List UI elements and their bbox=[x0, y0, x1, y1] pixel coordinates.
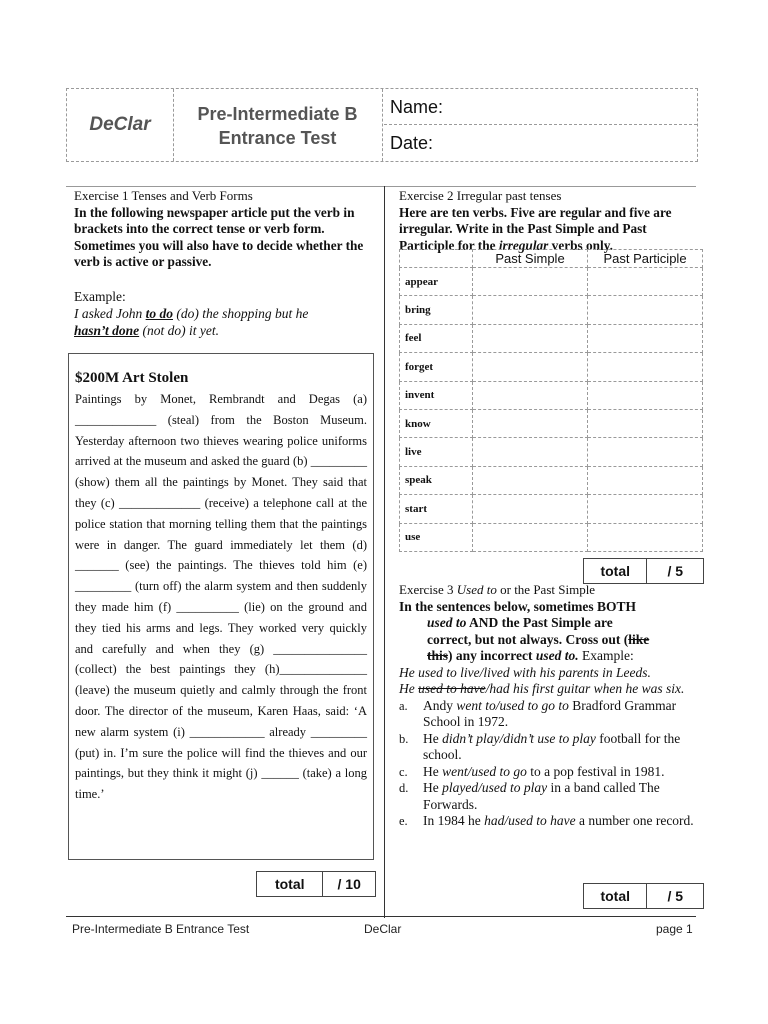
irregular-verbs-table bbox=[399, 249, 703, 552]
past-participle-cell[interactable] bbox=[588, 353, 703, 381]
item-text: Bradford Grammar School in 1972. bbox=[423, 697, 677, 729]
past-participle-cell[interactable] bbox=[588, 324, 703, 352]
verb-cell: live bbox=[400, 438, 473, 466]
past-participle-cell[interactable] bbox=[588, 381, 703, 409]
exercise2-header bbox=[399, 188, 699, 254]
exercise1-total-box bbox=[256, 871, 376, 897]
item-text: a number one record. bbox=[575, 813, 694, 828]
past-participle-cell[interactable] bbox=[588, 495, 703, 523]
instr-em: used to bbox=[427, 615, 467, 630]
exercise3-total-box bbox=[583, 883, 704, 909]
item-options[interactable]: didn’t play/didn’t use to play bbox=[442, 730, 596, 746]
item-options[interactable]: went/used to go bbox=[442, 763, 527, 779]
example-text-2: (do) the shopping but he bbox=[173, 306, 309, 321]
exercise2-heading: Exercise 2 Irregular past tenses bbox=[399, 188, 562, 203]
total-score: / 5 bbox=[667, 888, 684, 904]
heading-text-1: Exercise 3 bbox=[399, 582, 457, 597]
past-simple-cell[interactable] bbox=[473, 381, 588, 409]
item-letter: d. bbox=[399, 781, 409, 795]
list-item bbox=[399, 698, 699, 731]
past-participle-cell[interactable] bbox=[588, 409, 703, 437]
header-past-participle: Past Participle bbox=[588, 250, 703, 268]
exercise3-instructions bbox=[399, 599, 699, 665]
exercise3-example-2 bbox=[399, 681, 699, 698]
table-header-row bbox=[400, 250, 703, 268]
past-simple-cell[interactable] bbox=[473, 409, 588, 437]
example-answer-1: to do bbox=[145, 306, 173, 321]
article-text[interactable]: Paintings by Monet, Rembrandt and Degas (a) _____________ (steal) from the Boston Museum. Yesterday afternoon two thieves wearing police uniforms arrived at the museum and asked the guard (b) _________ (show) them all the paintings by Monet. They said that they (c) _____________ (receive) a telephone call at the police station that morning telling them that the paintings were in danger. The guard immediately let them (d) _______ (see) the paintings. The thieves told him (e) _________ (turn off) the alarm system and then suddenly they made him (f) __________ (lie) on the ground and they tied his arms and legs. They worked very quickly and carefully and when they (g) _______________ (collect) the best paintings they (h)______________ (leave) the museum quietly and calmly through the front door. The director of the museum, Karen Haas, said: ‘A new alarm system (i) ____________ already _________ (put) in. I’m sure the police will find the thieves and our paintings, but they think it might (j) ______ (take) a long time.’ bbox=[75, 392, 367, 802]
item-letter: b. bbox=[399, 731, 409, 746]
footer-brand: DeClar bbox=[364, 922, 402, 936]
list-item bbox=[399, 764, 699, 781]
exercise2-instructions bbox=[399, 205, 699, 255]
total-label: total bbox=[257, 872, 323, 896]
exercise3-heading bbox=[399, 582, 699, 599]
table-row bbox=[400, 353, 703, 381]
item-text: He bbox=[423, 780, 443, 795]
verb-cell: bring bbox=[400, 296, 473, 324]
verb-cell: feel bbox=[400, 324, 473, 352]
instr-text-2: verbs only. bbox=[548, 237, 613, 253]
example-answer-2: hasn’t done bbox=[74, 323, 140, 338]
verb-cell: speak bbox=[400, 466, 473, 494]
header-box bbox=[66, 88, 698, 162]
exercise1-heading: Exercise 1 Tenses and Verb Forms bbox=[74, 188, 253, 203]
item-options[interactable]: went to/used to go to bbox=[456, 697, 569, 713]
past-simple-cell[interactable] bbox=[473, 523, 588, 551]
item-text: He bbox=[423, 730, 443, 746]
past-participle-cell[interactable] bbox=[588, 466, 703, 494]
exercise1-example bbox=[74, 288, 374, 339]
footer-page-number: page 1 bbox=[656, 922, 693, 936]
total-score: / 10 bbox=[337, 876, 361, 892]
instr-em: irregular bbox=[498, 237, 549, 253]
item-letter: e. bbox=[399, 814, 408, 828]
total-score: / 5 bbox=[667, 563, 684, 579]
exercise2-total-box bbox=[583, 558, 704, 584]
column-divider bbox=[384, 186, 385, 918]
name-date-fields bbox=[384, 89, 697, 161]
list-item bbox=[399, 813, 699, 830]
past-participle-cell[interactable] bbox=[588, 438, 703, 466]
table-row bbox=[400, 409, 703, 437]
article-box bbox=[68, 353, 374, 860]
instr-line-2 bbox=[399, 615, 699, 632]
table-row bbox=[400, 268, 703, 296]
item-text: football for the school. bbox=[423, 730, 681, 762]
item-text: to a pop festival in 1981. bbox=[526, 763, 665, 779]
top-divider bbox=[66, 186, 696, 187]
total-label: total bbox=[584, 559, 647, 583]
item-options[interactable]: played/used to play bbox=[442, 780, 548, 795]
example-sentence bbox=[74, 305, 374, 339]
verb-cell: invent bbox=[400, 381, 473, 409]
past-simple-cell[interactable] bbox=[473, 466, 588, 494]
name-field[interactable]: Name: bbox=[384, 89, 697, 125]
table-row bbox=[400, 466, 703, 494]
header-verb bbox=[400, 250, 473, 268]
past-simple-cell[interactable] bbox=[473, 268, 588, 296]
list-item bbox=[399, 731, 699, 764]
item-letter: a. bbox=[399, 698, 408, 713]
instr-text: correct, but not always. Cross out ( bbox=[427, 631, 629, 647]
date-field[interactable]: Date: bbox=[390, 133, 434, 153]
example-text: /had his first guitar when he was six. bbox=[485, 681, 685, 696]
footer-title: Pre-Intermediate B Entrance Test bbox=[72, 922, 250, 936]
table-row bbox=[400, 495, 703, 523]
past-simple-cell[interactable] bbox=[473, 495, 588, 523]
example-label: Example: bbox=[74, 289, 126, 304]
item-text: in a band called The Forwards. bbox=[423, 780, 660, 812]
verb-cell: forget bbox=[400, 353, 473, 381]
exercise3 bbox=[399, 582, 699, 830]
test-title-line2: Entrance Test bbox=[218, 128, 337, 148]
instr-text-1: Here are ten verbs. Five are regular and five are irregular. Write in the Past Simple and Past Participle for the bbox=[399, 204, 672, 253]
past-participle-cell[interactable] bbox=[588, 296, 703, 324]
instr-line-3 bbox=[399, 632, 699, 649]
exercise1-instructions: In the following newspaper article put the verb in brackets into the correct tense or verb form. Sometimes you will also have to decide whether the verb is active or passive. bbox=[74, 204, 364, 269]
past-participle-cell[interactable] bbox=[588, 523, 703, 551]
table-row bbox=[400, 438, 703, 466]
test-title bbox=[173, 89, 383, 161]
past-participle-cell[interactable] bbox=[588, 268, 703, 296]
instr-strike: this bbox=[427, 648, 449, 663]
exercise3-example-1: He used to live/lived with his parents in Leeds. bbox=[399, 664, 651, 680]
item-text: He bbox=[423, 763, 443, 779]
table-row bbox=[400, 324, 703, 352]
instr-text: AND the Past Simple are bbox=[466, 615, 613, 630]
instr-strike: like bbox=[628, 631, 650, 647]
example-text-1: I asked John bbox=[74, 306, 146, 321]
brand-logo-text: DeClar bbox=[67, 89, 174, 161]
table-row bbox=[400, 296, 703, 324]
verb-cell: start bbox=[400, 495, 473, 523]
exercise1-header bbox=[74, 188, 374, 271]
verb-cell: appear bbox=[400, 268, 473, 296]
example-strike: used to have bbox=[418, 681, 486, 696]
item-letter: c. bbox=[399, 764, 408, 779]
instr-tail: Example: bbox=[578, 648, 634, 663]
footer-divider bbox=[66, 916, 696, 917]
item-text: Andy bbox=[423, 697, 457, 713]
article-title: $200M Art Stolen bbox=[75, 370, 189, 386]
item-options[interactable]: had/used to have bbox=[484, 813, 576, 828]
item-text: In 1984 he bbox=[423, 813, 485, 828]
heading-text-2: or the Past Simple bbox=[496, 582, 596, 597]
table-row bbox=[400, 523, 703, 551]
total-label: total bbox=[584, 884, 647, 908]
example-text-3: (not do) it yet. bbox=[139, 323, 219, 338]
test-title-line1: Pre-Intermediate B bbox=[197, 104, 358, 124]
header-past-simple: Past Simple bbox=[473, 250, 588, 268]
instr-text: ) any incorrect bbox=[448, 648, 536, 663]
table-row bbox=[400, 381, 703, 409]
verb-cell: use bbox=[400, 523, 473, 551]
past-simple-cell[interactable] bbox=[473, 438, 588, 466]
example-text: He bbox=[399, 681, 419, 696]
instr-line-1: In the sentences below, sometimes BOTH bbox=[399, 598, 636, 614]
instr-line-4 bbox=[399, 648, 699, 665]
past-simple-cell[interactable] bbox=[473, 324, 588, 352]
heading-em: Used to bbox=[456, 582, 497, 597]
exercise3-items bbox=[399, 698, 699, 830]
list-item bbox=[399, 780, 699, 813]
instr-em: used to. bbox=[535, 648, 579, 663]
past-simple-cell[interactable] bbox=[473, 296, 588, 324]
verb-cell: know bbox=[400, 409, 473, 437]
past-simple-cell[interactable] bbox=[473, 353, 588, 381]
